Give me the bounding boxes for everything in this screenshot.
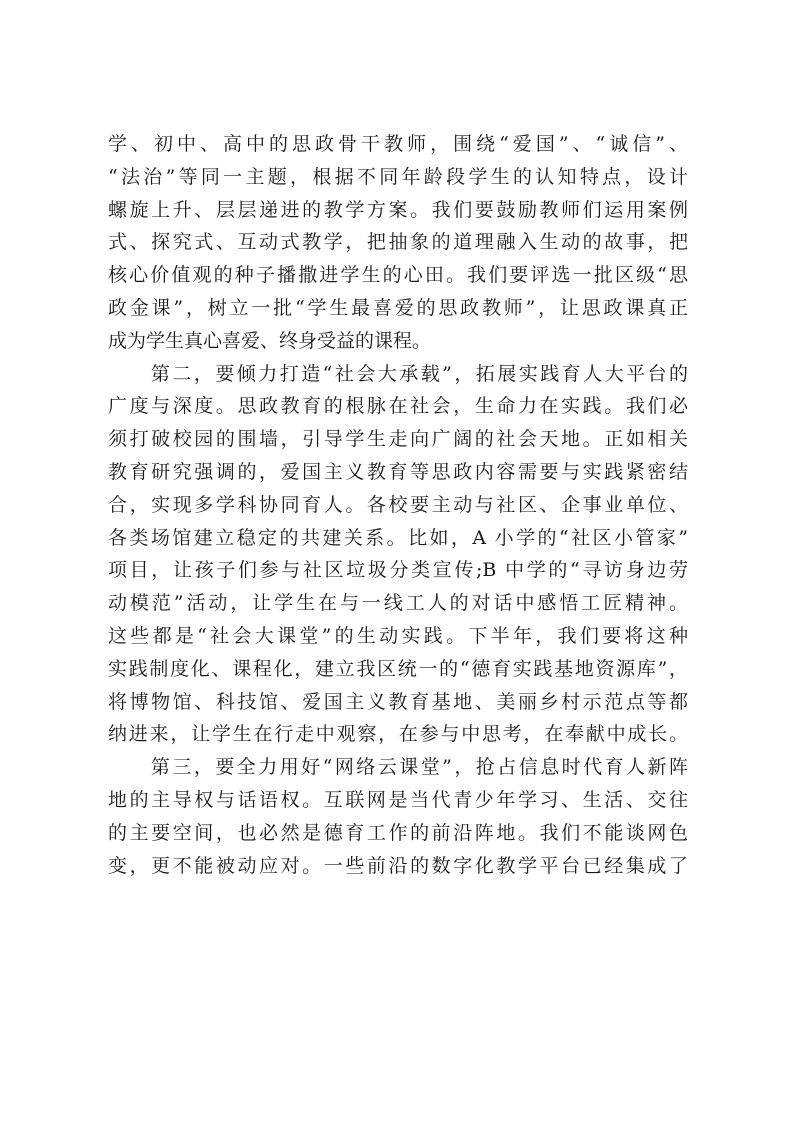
text-line: 合，实现多学科协同育人。各校要主动与社区、企事业单位、 [108, 493, 688, 516]
paragraph-end-line: 成为学生真心喜爱、终身受益的课程。 [108, 329, 432, 352]
text-line: 学、初中、高中的思政骨干教师，围绕“爱国”、“诚信”、 [108, 133, 688, 155]
text-line: 纳进来，让学生在行走中观察，在参与中思考，在奉献中成长。 [108, 723, 688, 746]
text-line: “法治”等同一主题，根据不同年龄段学生的认知特点，设计 [108, 165, 688, 188]
text-line: 动模范”活动，让学生在与一线工人的对话中感悟工匠精神。 [108, 592, 688, 615]
paragraph-start-line: 第二，要倾力打造“社会大承载”，拓展实践育人大平台的 [108, 362, 688, 385]
text-line: 将博物馆、科技馆、爱国主义教育基地、美丽乡村示范点等都 [108, 690, 688, 713]
text-line: 这些都是“社会大课堂”的生动实践。下半年，我们要将这种 [108, 624, 688, 647]
text-line: 变，更不能被动应对。一些前沿的数字化教学平台已经集成了 [108, 854, 688, 877]
text-line: 须打破校园的围墙，引导学生走向广阔的社会天地。正如相关 [108, 428, 688, 451]
text-line: 各类场馆建立稳定的共建关系。比如，A 小学的“社区小管家” [108, 526, 688, 549]
text-line: 核心价值观的种子播撒进学生的心田。我们要评选一批区级“思 [108, 264, 688, 287]
text-line: 项目，让孩子们参与社区垃圾分类宣传;B 中学的“寻访身边劳 [108, 559, 688, 582]
paragraph-start-line: 第三，要全力用好“网络云课堂”，抢占信息时代育人新阵 [108, 756, 688, 779]
text-line: 地的主导权与话语权。互联网是当代青少年学习、生活、交往 [108, 788, 688, 811]
text-line: 实践制度化、课程化，建立我区统一的“德育实践基地资源库”， [108, 657, 688, 680]
text-line: 螺旋上升、层层递进的教学方案。我们要鼓励教师们运用案例 [108, 198, 688, 221]
body-text [108, 128, 688, 882]
text-line: 的主要空间，也必然是德育工作的前沿阵地。我们不能谈网色 [108, 821, 688, 844]
text-line: 教育研究强调的，爱国主义教育等思政内容需要与实践紧密结 [108, 460, 688, 483]
text-line: 政金课”，树立一批“学生最喜爱的思政教师”，让思政课真正 [108, 296, 688, 319]
text-line: 广度与深度。思政教育的根脉在社会，生命力在实践。我们必 [108, 395, 688, 418]
text-line: 式、探究式、互动式教学，把抽象的道理融入生动的故事，把 [108, 231, 688, 254]
